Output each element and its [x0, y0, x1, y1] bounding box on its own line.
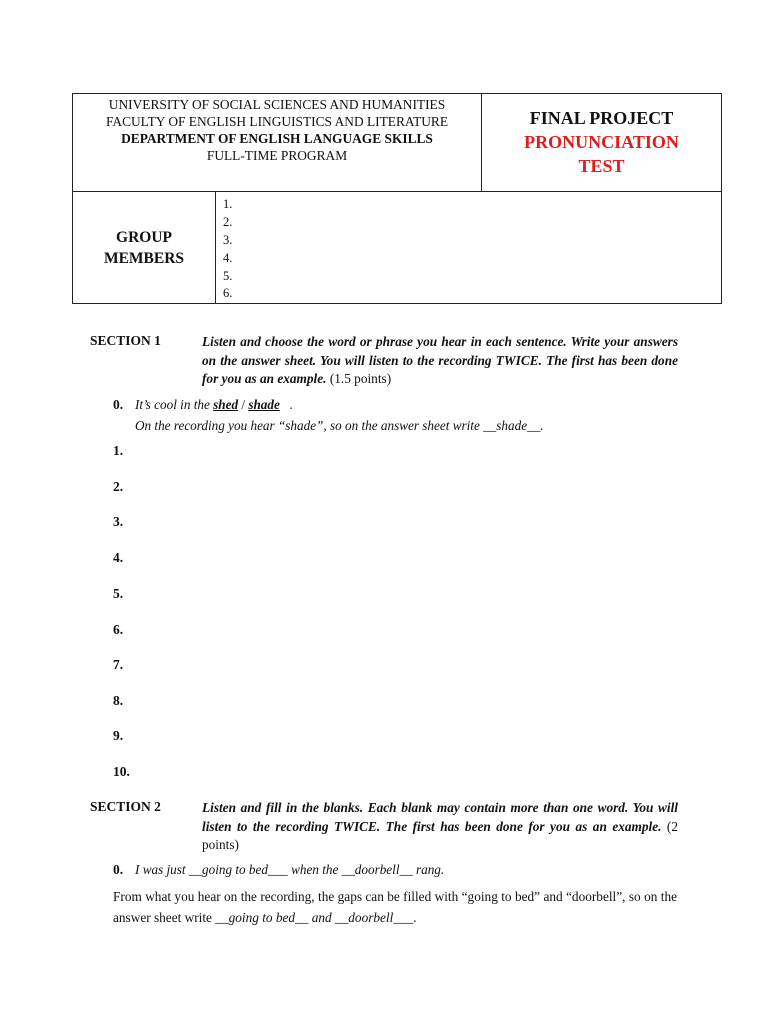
test-title-line1: PRONUNCIATION [524, 132, 679, 152]
member-slot-1[interactable]: 1. [223, 197, 233, 211]
members-row [73, 192, 722, 304]
example2-part1: I was just [135, 862, 186, 877]
example-separator: / [241, 397, 246, 412]
section-2-example-sentence [135, 862, 444, 878]
group-members-label [73, 192, 216, 303]
question-9: 9. [113, 728, 124, 743]
example-note-suffix: . [540, 418, 544, 433]
question-7: 7. [113, 657, 124, 672]
question-10: 10. [113, 764, 130, 779]
member-slot-3[interactable]: 3. [223, 232, 233, 247]
example2-blank2: __doorbell__ [341, 862, 413, 877]
section-2-label: SECTION 2 [90, 799, 161, 814]
explanation-blank2: __doorbell___ [334, 910, 414, 925]
member-slot-2[interactable]: 2. [223, 214, 233, 229]
example-note-answer: __shade__ [483, 418, 541, 433]
example-option-shade: shade [248, 397, 280, 412]
question-3: 3. [113, 514, 124, 529]
question-2: 2. [113, 479, 124, 494]
question-1: 1. [113, 443, 124, 458]
section-1-example-note [135, 418, 544, 434]
section-1-example-number: 0. [113, 397, 124, 412]
example-option-shed: shed [213, 397, 239, 412]
question-5: 5. [113, 586, 124, 601]
program-name: FULL-TIME PROGRAM [206, 148, 348, 163]
example2-part3: rang. [415, 862, 445, 877]
explanation-and: and [311, 910, 332, 925]
project-title: FINAL PROJECT [529, 108, 674, 128]
question-4: 4. [113, 550, 124, 565]
section-1-label: SECTION 1 [90, 333, 161, 348]
example-note-text: On the recording you hear “shade”, so on the answer sheet write [135, 418, 480, 433]
member-slot-5[interactable]: 5. [223, 268, 233, 283]
university-cell [73, 94, 482, 192]
section-1-instruction [202, 333, 678, 389]
question-8: 8. [113, 693, 124, 708]
header-table [72, 93, 722, 304]
example2-blank1: __going to bed___ [188, 862, 288, 877]
example2-part2: when the [291, 862, 339, 877]
department-name: DEPARTMENT OF ENGLISH LANGUAGE SKILLS [121, 131, 433, 146]
test-title-line2: TEST [578, 156, 625, 176]
faculty-name: FACULTY OF ENGLISH LINGUISTICS AND LITERATURE [105, 114, 449, 129]
university-name: UNIVERSITY OF SOCIAL SCIENCES AND HUMANITIES [108, 97, 446, 112]
section-2-instruction [202, 799, 678, 855]
explanation-text: From what you hear on the recording, the gaps can be filled with “going to bed” and “doorbell”, so on the answer sheet write [113, 889, 677, 925]
section-1-instruction-text: Listen and choose the word or phrase you hear in each sentence. Write your answers on the answer sheet. You will listen to the recording TWICE. The first has been done for you as an example. [202, 334, 678, 386]
section-2-example-number: 0. [113, 862, 124, 877]
explanation-blank1: __going to bed__ [215, 910, 309, 925]
members-list[interactable] [216, 192, 722, 303]
member-slot-4[interactable]: 4. [223, 250, 233, 265]
section-1-example-sentence [135, 397, 293, 413]
example-suffix: . [289, 397, 294, 412]
group-label-line1: GROUP [116, 228, 172, 246]
explanation-suffix: . [413, 910, 417, 925]
section-1-points: (1.5 points) [329, 371, 392, 386]
section-2-points: (2 points) [202, 818, 678, 852]
section-2-instruction-text: Listen and fill in the blanks. Each blank may contain more than one word. You will listen to the recording TWICE. The first has been done for you as an example. [202, 800, 678, 834]
question-6: 6. [113, 622, 124, 637]
group-label-line2: MEMBERS [103, 249, 185, 267]
section-2-explanation [113, 886, 677, 928]
member-slot-6[interactable]: 6. [223, 286, 233, 301]
project-cell [482, 94, 722, 192]
example-prefix: It’s cool in the [135, 397, 210, 412]
